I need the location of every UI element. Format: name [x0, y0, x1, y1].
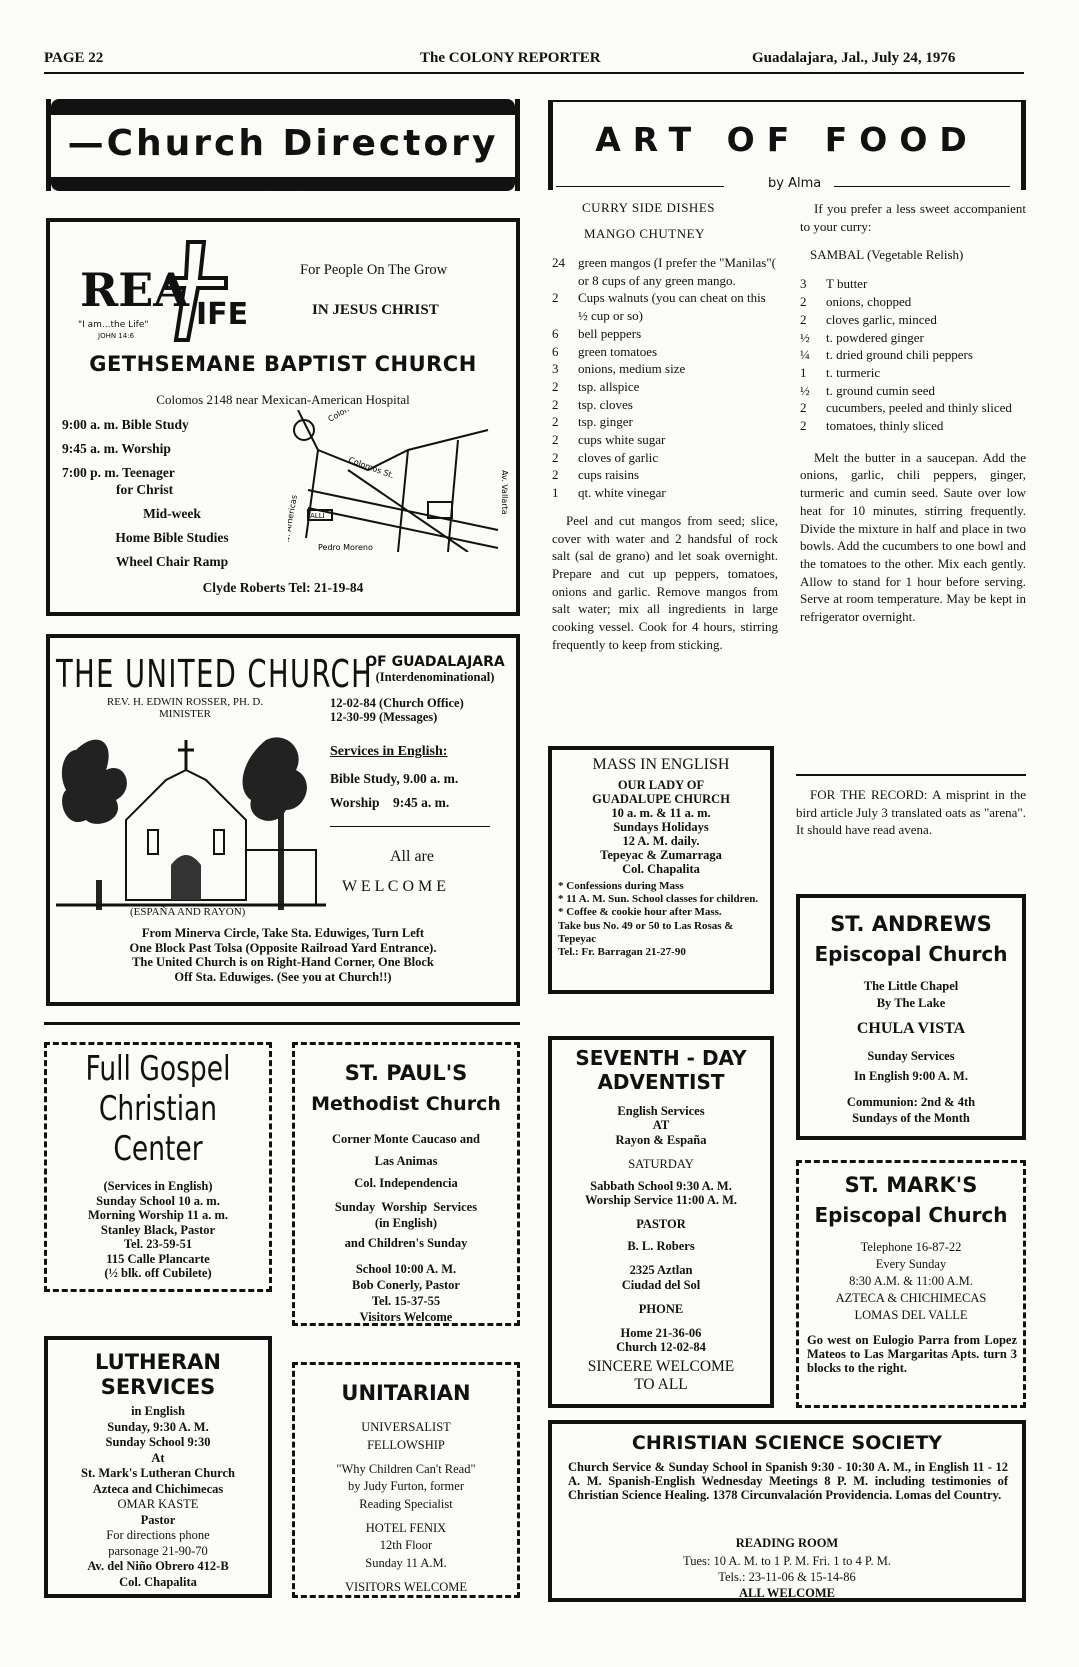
schedule-line: Home Bible Studies	[115, 530, 229, 545]
byline-rule-left	[556, 186, 724, 187]
info-line: Sunday, 9:30 A. M.	[107, 1419, 209, 1434]
gethsemane-name: GETHSEMANE BAPTIST CHURCH	[89, 352, 477, 376]
lutheran-title	[48, 1350, 268, 1400]
byline-rule-right	[834, 186, 1010, 187]
ingredient: 2 cups white sugar	[552, 432, 666, 448]
full-gospel-info	[47, 1179, 269, 1281]
unitarian-ad	[292, 1362, 520, 1598]
united-minister-name: REV. H. EDWIN ROSSER, PH. D.	[106, 696, 264, 708]
sambal-column	[800, 200, 1026, 626]
info-line: and Children's Sunday	[344, 1236, 468, 1250]
title-line: LUTHERAN	[95, 1350, 221, 1374]
real-life-word	[76, 234, 82, 235]
info-line: Sabbath School 9:30 A. M.	[590, 1178, 732, 1193]
ingredient: 6 bell peppers	[552, 325, 642, 341]
info-line: Home 21-36-06	[620, 1325, 702, 1340]
for-the-record: FOR THE RECORD: A misprint in the bird article July 3 translated oats as "arena". It should have read avena.	[796, 787, 1026, 838]
info-line: School 10:00 A. M.	[355, 1262, 457, 1276]
sambal-ingredient: ½ t. powdered ginger	[800, 329, 924, 345]
united-church-ad	[46, 634, 520, 1006]
schedule-line: Mid-week	[143, 506, 201, 521]
full-gospel-ad	[44, 1042, 272, 1292]
st-andrews-lines	[800, 978, 1022, 1012]
unitarian-info	[295, 1419, 517, 1596]
full-gospel-title	[47, 1049, 269, 1169]
info-line: 115 Calle Plancarte	[106, 1251, 210, 1266]
sambal-ingredient: 1 t. turmeric	[800, 364, 881, 380]
map-label: Colomos St.	[347, 455, 396, 481]
reading-room-hours: Tues: 10 A. M. to 1 P. M. Fri. 1 to 4 P. M.	[683, 1554, 891, 1568]
info-line: St. Mark's Lutheran Church	[81, 1466, 235, 1480]
real-life-tag2: IN JESUS CHRIST	[312, 302, 439, 318]
christian-science-title: CHRISTIAN SCIENCE SOCIETY	[631, 1432, 943, 1454]
info-line: Corner Monte Caucaso and	[331, 1132, 481, 1146]
united-phone1: 12-02-84 (Church Office)	[330, 696, 464, 710]
united-bible: Bible Study, 9.00 a. m.	[330, 771, 459, 786]
united-services: Services in English:	[330, 744, 448, 759]
info-line: PASTOR	[636, 1217, 686, 1232]
sambal-ingredient: 2 cucumbers, peeled and thinly sliced	[800, 400, 1012, 416]
title-line: ADVENTIST	[597, 1070, 725, 1094]
info-line: AZTECA & CHICHIMECAS	[835, 1291, 987, 1305]
info-line: 2325 Aztlan	[629, 1263, 693, 1278]
info-line: Col. Independencia	[354, 1176, 458, 1190]
info-line: 12 A. M. daily.	[622, 834, 700, 848]
masthead-rule	[44, 72, 1024, 74]
united-welcome: W E L C O M E	[342, 878, 446, 895]
info-line: At	[151, 1450, 165, 1465]
sambal-head: SAMBAL (Vegetable Relish)	[810, 247, 964, 263]
info-line: OUR LADY OF	[617, 778, 705, 792]
sambal-ingredient: 2 cloves garlic, minced	[800, 311, 937, 327]
masthead-paper: The COLONY REPORTER	[420, 50, 601, 66]
st-marks-ad	[796, 1160, 1026, 1408]
sambal-intro: If you prefer a less sweet accompanient to your curry:	[800, 201, 1026, 234]
info-line: HOTEL FENIX	[365, 1520, 447, 1535]
ingredient: 1 qt. white vinegar	[552, 485, 666, 501]
st-andrews-title: ST. ANDREWS	[830, 912, 992, 936]
ingredient: 6 green tomatoes	[552, 343, 658, 359]
ingredient: 3 onions, medium size	[552, 361, 686, 377]
lutheran-ad	[44, 1336, 272, 1598]
ingredient: 24 green mangos (I prefer the "Manilas"( or 8 cups of any green mango.	[552, 255, 776, 288]
united-divider	[330, 826, 490, 827]
united-title: THE UNITED CHURCH	[56, 652, 374, 696]
info-line: Azteca and Chichimecas	[92, 1481, 224, 1496]
st-pauls-info	[295, 1131, 517, 1325]
united-worship: Worship 9:45 a. m.	[330, 795, 450, 810]
record-rule	[796, 774, 1026, 776]
st-andrews-subtitle: Episcopal Church	[814, 942, 1008, 966]
st-pauls-title: ST. PAUL'S	[344, 1061, 468, 1085]
direction-line: The United Church is on Right-Hand Corner, One Block	[132, 955, 434, 969]
info-line: FELLOWSHIP	[367, 1437, 445, 1452]
direction-line: Off Sta. Eduwiges. (See you at Church!!)	[174, 969, 392, 984]
united-all: All are	[390, 848, 434, 865]
christian-science-ad	[548, 1420, 1026, 1602]
svg-text:IFE: IFE	[196, 297, 249, 332]
info-line: parsonage 21-90-70	[108, 1543, 208, 1558]
info-line: The Little Chapel	[863, 979, 959, 993]
mass-info	[552, 778, 770, 876]
info-line: (½ blk. off Cubilete)	[104, 1266, 212, 1280]
note-line: * 11 A. M. Sun. School classes for children.	[558, 893, 759, 906]
reading-room-tels: Tels.: 23-11-06 & 15-14-86	[718, 1570, 856, 1584]
st-marks-title: ST. MARK'S	[844, 1173, 978, 1197]
seventh-closing	[552, 1358, 770, 1394]
st-marks-subtitle: Episcopal Church	[814, 1203, 1008, 1227]
ingredient: 2 Cups walnuts (you can cheat on this ½ cup or so)	[552, 290, 766, 324]
st-pauls-ad	[292, 1042, 520, 1326]
sambal-ingredient: ¼ t. dried ground chili peppers	[800, 347, 973, 363]
tel-line: Tel.: Fr. Barragan 21-27-90	[558, 946, 686, 959]
info-line: Church 12-02-84	[616, 1340, 706, 1355]
info-line: Bob Conerly, Pastor	[352, 1278, 460, 1292]
info-line: Sunday School 10 a. m.	[96, 1193, 220, 1208]
art-of-food-title: ART OF FOOD	[595, 120, 979, 159]
sambal-ingredient: 3 T butter	[800, 276, 868, 292]
info-line: by Judy Furton, former	[348, 1479, 464, 1493]
lutheran-info	[48, 1404, 268, 1590]
map-label: ALLI	[310, 512, 325, 520]
info-line: (Services in English)	[103, 1179, 213, 1193]
chutney-head: MANGO CHUTNEY	[584, 226, 705, 241]
direction-line: From Minerva Circle, Take Sta. Eduwiges, Turn Left	[141, 926, 425, 940]
info-line: 12th Floor	[379, 1538, 433, 1552]
note-line: * Coffee & cookie hour after Mass.	[558, 906, 722, 919]
schedule-line: 9:00 a. m. Bible Study	[62, 417, 189, 432]
info-line: AT	[652, 1118, 670, 1133]
mass-in-english-ad	[548, 746, 774, 994]
info-line: Rayon & España	[615, 1132, 707, 1147]
st-pauls-subtitle: Methodist Church	[311, 1093, 501, 1115]
title-line: SERVICES	[100, 1375, 216, 1399]
sambal-ingredient: 2 tomatoes, thinly sliced	[800, 418, 944, 434]
info-line: Sunday Worship Services	[334, 1200, 478, 1214]
info-line: In English 9:00 A. M.	[854, 1069, 968, 1083]
info-line: SATURDAY	[628, 1156, 694, 1171]
note-line: * Confessions during Mass	[558, 880, 684, 892]
info-line: (in English)	[374, 1216, 438, 1230]
ingredient: 2 tsp. allspice	[552, 378, 640, 394]
info-line: English Services	[617, 1104, 705, 1118]
seventh-info	[552, 1104, 770, 1354]
ingredient: 2 tsp. cloves	[552, 396, 633, 412]
info-line: GUADALUPE CHURCH	[592, 792, 730, 806]
bus-line: Take bus No. 49 or 50 to Las Rosas & Tepeyac	[558, 919, 734, 945]
gethsemane-map	[288, 410, 510, 552]
reading-room-head: READING ROOM	[735, 1536, 839, 1550]
real-life-tag1: For People On The Grow	[300, 262, 448, 278]
chutney-ingredients	[552, 254, 778, 653]
info-line: Col. Chapalita	[119, 1574, 197, 1589]
title-line: Center	[113, 1129, 203, 1169]
real-life-logo	[76, 234, 266, 344]
info-line: Sunday Services	[867, 1049, 955, 1063]
info-line: PHONE	[638, 1301, 684, 1316]
info-line: Av. del Niño Obrero 412-B	[87, 1559, 229, 1573]
church-directory-title: —Church Directory—	[67, 123, 499, 205]
info-line: Las Animas	[374, 1154, 438, 1168]
ingredient: 2 tsp. ginger	[552, 414, 633, 430]
united-of: OF GUADALAJARA	[365, 654, 505, 670]
chutney-method: Peel and cut mangos from seed; slice, cover with water and 2 handsful of rock salt (sal de grano) and let soak overnight. Prepare and cut up peppers, tomatoes, onions and garlic. Remove mangos from salt water; mix all ingredients in large cooking vessel. Cook for 4 hours, stirring frequently to keep from sticking.	[552, 512, 778, 652]
sambal-ingredient: 2 onions, chopped	[800, 294, 912, 310]
united-phone2: 12-30-99 (Messages)	[330, 710, 438, 724]
gethsemane-address: Colomos 2148 near Mexican-American Hospital	[156, 392, 410, 407]
info-line: Ciudad del Sol	[621, 1277, 701, 1292]
schedule-line: 9:45 a. m. Worship	[62, 441, 171, 456]
map-label	[327, 410, 383, 424]
info-line: For directions phone	[106, 1528, 210, 1542]
info-line: Telephone 16-87-22	[860, 1240, 962, 1254]
info-line: OMAR KASTE	[117, 1497, 199, 1511]
info-line: Sundays Holidays	[613, 820, 709, 834]
st-andrews-ad	[796, 894, 1026, 1140]
sambal-method: Melt the butter in a saucepan. Add the onions, garlic, chili peppers, ginger, turmeric and cumin seed. Saute over low heat for 10 minutes, stirring frequently. Divide the mixture in half and place in two bowls. Add the cucumbers to one bowl and the tomatoes to the other. Mix each gently. Allow to stand for 1 hour before serving. Serve at room temperature. May be kept in refrigerator overnight.	[800, 449, 1026, 625]
united-caption: (ESPAÑA AND RAYON)	[130, 906, 246, 918]
unitarian-title: UNITARIAN	[341, 1381, 471, 1405]
church-illustration	[56, 730, 326, 910]
masthead-dateline: Guadalajara, Jal., July 24, 1976	[752, 50, 956, 66]
direction-line: One Block Past Tolsa (Opposite Railroad Yard Entrance).	[129, 940, 437, 955]
closing-line: SINCERE WELCOME	[587, 1358, 735, 1375]
title-line: SEVENTH - DAY	[575, 1046, 747, 1070]
closing-line: TO ALL	[634, 1376, 688, 1393]
united-directions	[54, 926, 512, 984]
mass-notes	[558, 880, 768, 959]
gethsemane-schedule	[62, 416, 282, 570]
st-andrews-place: CHULA VISTA	[856, 1020, 966, 1037]
info-line: Worship Service 11:00 A. M.	[584, 1193, 738, 1208]
info-line: UNIVERSALIST	[361, 1420, 451, 1434]
info-line: Morning Worship 11 a. m.	[87, 1208, 229, 1222]
church-directory-banner	[46, 99, 520, 205]
art-of-food-byline: by Alma	[768, 176, 822, 191]
schedule-line: 7:00 p. m. Teenager	[62, 465, 175, 480]
info-line: 8:30 A.M. & 11:00 A.M.	[849, 1274, 973, 1288]
info-line: Reading Specialist	[359, 1496, 453, 1511]
info-line: Tel. 15-37-55	[371, 1294, 441, 1308]
info-line: B. L. Robers	[627, 1239, 695, 1254]
info-line: 10 a. m. & 11 a. m.	[611, 806, 711, 820]
united-minister: MINISTER	[159, 708, 211, 720]
st-marks-lines	[799, 1239, 1023, 1324]
info-line: Sunday School 9:30	[105, 1435, 211, 1449]
info-line: Sundays of the Month	[852, 1111, 970, 1125]
ingredient: 2 cups raisins	[552, 467, 640, 483]
ingredient: 2 cloves of garlic	[552, 449, 659, 465]
section-divider	[44, 1022, 520, 1025]
map-label: Av. Americas	[288, 494, 299, 547]
mass-title: MASS IN ENGLISH	[592, 756, 730, 773]
map-label: Pedro Moreno	[318, 543, 373, 552]
schedule-line: Wheel Chair Ramp	[115, 554, 229, 569]
info-line: Visitors Welcome	[359, 1310, 453, 1324]
masthead-page: PAGE 22	[44, 50, 104, 66]
st-marks-directions: Go west on Eulogio Parra from Lopez Mateos to Las Margaritas Apts. turn 3 blocks to the right.	[807, 1333, 1017, 1375]
gethsemane-contact: Clyde Roberts Tel: 21-19-84	[202, 580, 364, 595]
real-life-ref: JOHN 14:6	[98, 332, 135, 340]
info-line: in English	[131, 1404, 185, 1418]
info-line: Stanley Black, Pastor	[100, 1222, 216, 1237]
title-line: Christian	[98, 1089, 218, 1129]
svg-text:REA: REA	[80, 263, 189, 317]
united-inter: (Interdenominational)	[375, 670, 495, 684]
info-line: Col. Chapalita	[622, 862, 700, 876]
info-line: By The Lake	[876, 996, 946, 1010]
info-line: Communion: 2nd & 4th	[846, 1095, 976, 1109]
curry-head: CURRY SIDE DISHES	[582, 200, 715, 215]
seventh-day-ad	[548, 1036, 774, 1408]
st-andrews-more	[800, 1048, 1022, 1126]
info-line: Every Sunday	[875, 1257, 947, 1271]
info-line: Pastor	[140, 1512, 176, 1527]
info-line: LOMAS DEL VALLE	[854, 1308, 968, 1322]
info-line: Tel. 23-59-51	[123, 1237, 193, 1251]
info-line: "Why Children Can't Read"	[336, 1461, 476, 1476]
seventh-title	[552, 1046, 770, 1094]
map-label: Av. Vallarta	[500, 470, 509, 515]
christian-science-body: Church Service & Sunday School in Spanish 9:30 - 10:30 A. M., in English 11 - 12 A. M. Spanish-English Wednesday Meetings 8 P. M. including testimonies of Christian Science Healing. 1378 Circunvalación Providencia. Lomas del Country.	[568, 1460, 1008, 1502]
info-line: Sunday 11 A.M.	[365, 1555, 447, 1570]
sambal-ingredient: ½ t. ground cumin seed	[800, 382, 936, 398]
schedule-line: for Christ	[116, 482, 174, 497]
real-life-tagline: "I am...the Life"	[78, 320, 149, 330]
title-line: Full Gospel	[85, 1049, 231, 1089]
info-line: VISITORS WELCOME	[344, 1579, 468, 1594]
info-line: Tepeyac & Zumarraga	[600, 848, 722, 862]
christian-science-welcome: ALL WELCOME	[739, 1586, 835, 1600]
gethsemane-ad	[46, 218, 520, 616]
